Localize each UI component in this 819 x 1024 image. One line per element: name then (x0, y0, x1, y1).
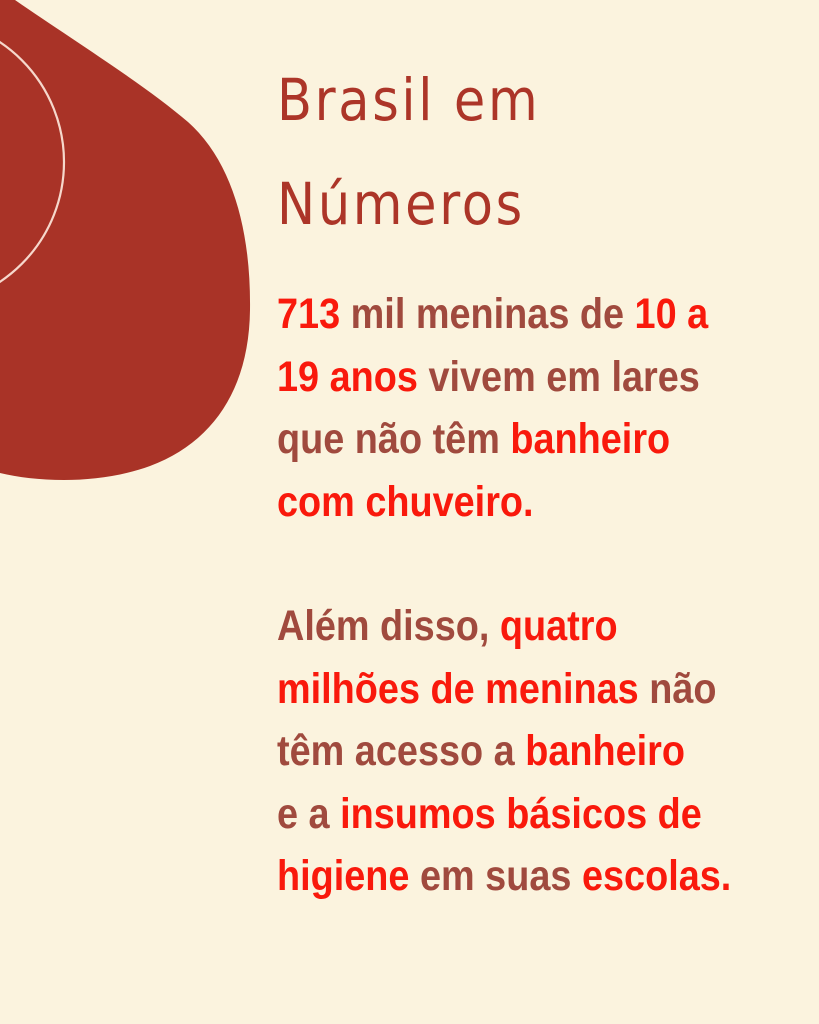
text-line (277, 658, 735, 721)
body-text (277, 283, 797, 908)
highlighted-text: 713 (277, 290, 351, 338)
highlighted-text: banheiro (510, 415, 671, 463)
regular-text: e a (277, 789, 341, 838)
regular-text: que não têm (277, 415, 511, 463)
text-line (277, 595, 735, 658)
regular-text: em suas (419, 852, 582, 900)
text-line (277, 283, 735, 346)
paragraph (277, 283, 797, 533)
highlighted-text: higiene (277, 852, 420, 900)
highlighted-text: milhões de meninas (277, 664, 650, 713)
highlighted-text: insumos básicos de (340, 789, 702, 838)
highlighted-text: quatro (499, 602, 618, 650)
regular-text: não (649, 664, 717, 713)
highlighted-text: 10 a (634, 290, 709, 338)
title-line-2: Números (277, 170, 525, 238)
paragraph (277, 595, 797, 908)
title-line-1: Brasil em (277, 66, 541, 134)
regular-text: vivem em lares (428, 352, 700, 401)
text-line (277, 408, 735, 471)
regular-text: Além disso, (277, 602, 500, 650)
blob-path (0, 0, 250, 480)
text-line (277, 346, 735, 409)
text-line (277, 471, 735, 534)
regular-text: mil meninas de (350, 290, 635, 338)
highlighted-text: com chuveiro. (277, 477, 534, 526)
highlighted-text: escolas. (581, 852, 732, 900)
poster-title (277, 48, 777, 256)
highlighted-text: 19 anos (277, 352, 429, 401)
highlighted-text: banheiro (525, 727, 686, 775)
text-line (277, 783, 735, 846)
regular-text: têm acesso a (277, 727, 526, 775)
text-line (277, 845, 735, 908)
text-line (277, 720, 735, 783)
